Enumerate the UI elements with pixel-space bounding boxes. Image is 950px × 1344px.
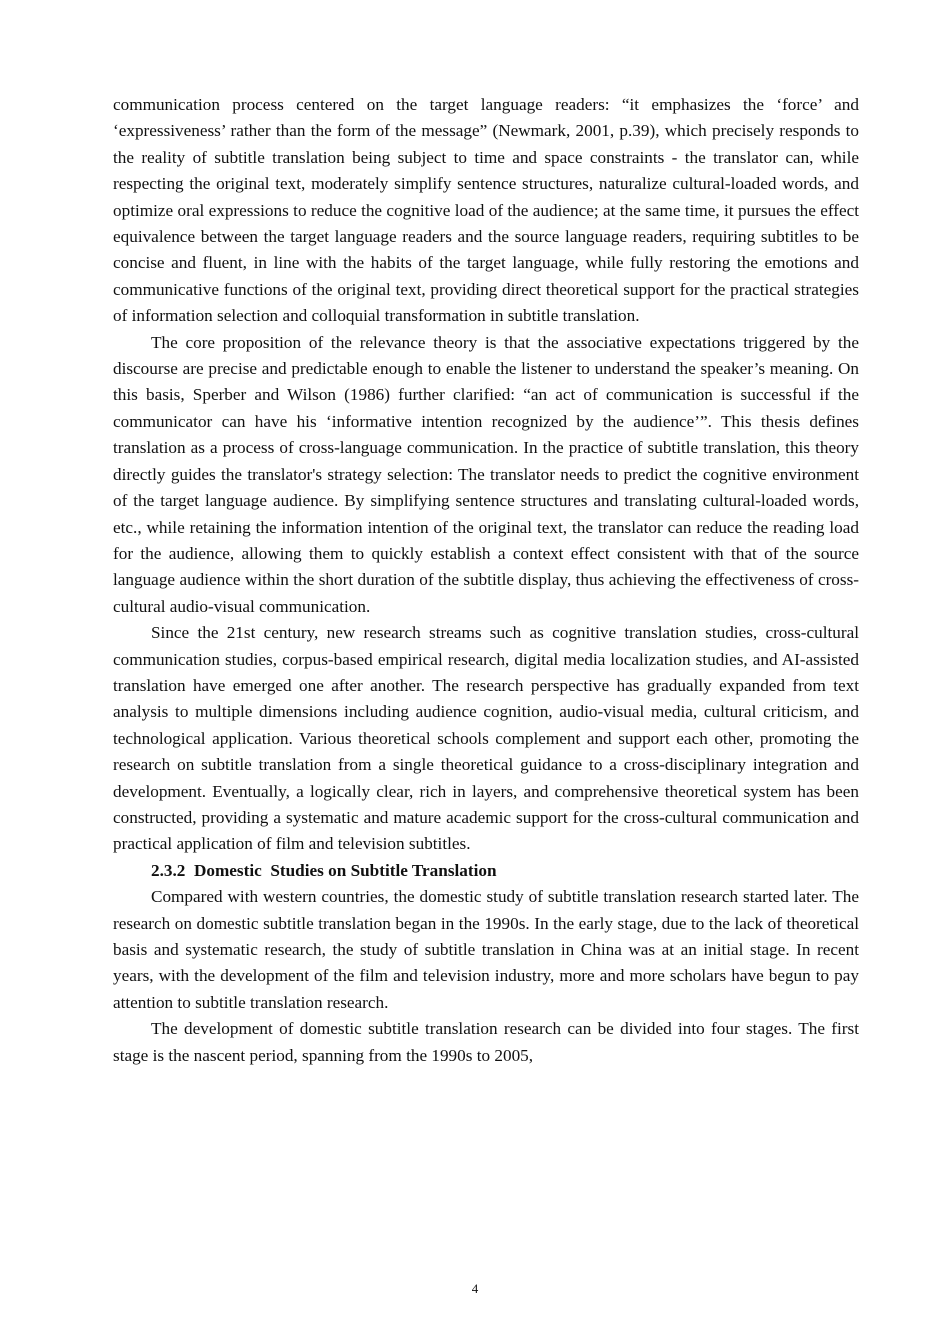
section-heading-domestic-studies: 2.3.2 Domestic Studies on Subtitle Translation	[151, 860, 497, 880]
page-number: 4	[471, 1281, 479, 1296]
paragraph-21st-century-research: Since the 21st century, new research streams such as cognitive translation studies, cross-cultural communication studies, corpus-based empirical research, digital media localization studies, and AI-assisted translation have emerged one after another. The research perspective has gradually expanded from text analysis to multiple dimensions including audience cognition, audio-visual media, cultural criticism, and technological application. Various theoretical schools complement and support each other, promoting the research on subtitle translation from a single theoretical guidance to a cross-disciplinary integration and development. Eventually, a logically clear, rich in layers, and comprehensive theoretical system has been constructed, providing a systematic and mature academic support for the cross-cultural communication and practical application of film and television subtitles.	[113, 623, 859, 854]
paragraph-domestic-comparison: Compared with western countries, the domestic study of subtitle translation research started later. The research on domestic subtitle translation began in the 1990s. In the early stage, due to the lack of theoretical basis and systematic research, the study of subtitle translation in China was at an initial stage. In recent years, with the development of the film and television industry, more and more scholars have begun to pay attention to subtitle translation research.	[113, 887, 859, 1012]
document-body	[113, 92, 859, 1069]
paragraph-relevance-theory: The core proposition of the relevance theory is that the associative expectations triggered by the discourse are precise and predictable enough to enable the listener to understand the speaker’s meaning. On this basis, Sperber and Wilson (1986) further clarified: “an act of communication is successful if the communicator can have his ‘informative intention recognized by the audience’”. This thesis defines translation as a process of cross-language communication. In the practice of subtitle translation, this theory directly guides the translator's strategy selection: The translator needs to predict the cognitive environment of the target language audience. By simplifying sentence structures and translating cultural-loaded words, etc., while retaining the information intention of the original text, the translator can reduce the reading load for the audience, allowing them to quickly establish a context effect consistent with that of the source language audience within the short duration of the subtitle display, thus achieving the effectiveness of cross-cultural audio-visual communication.	[113, 332, 859, 616]
paragraph-newmark-continuation: communication process centered on the target language readers: “it emphasizes the ‘force’ and ‘expressiveness’ rather than the form of the message” (Newmark, 2001, p.39), which precisely responds to the reality of subtitle translation being subject to time and space constraints - the translator can, while respecting the original text, moderately simplify sentence structures, naturalize cultural-loaded words, and optimize oral expressions to reduce the cognitive load of the audience; at the same time, it pursues the effect equivalence between the target language readers and the source language readers, requiring subtitles to be concise and fluent, in line with the habits of the target language, while fully restoring the emotions and communicative functions of the original text, providing direct theoretical support for the practical strategies of information selection and colloquial transformation in subtitle translation.	[113, 95, 859, 326]
paragraph-development-stages: The development of domestic subtitle translation research can be divided into four stages. The first stage is the nascent period, spanning from the 1990s to 2005,	[113, 1019, 859, 1065]
